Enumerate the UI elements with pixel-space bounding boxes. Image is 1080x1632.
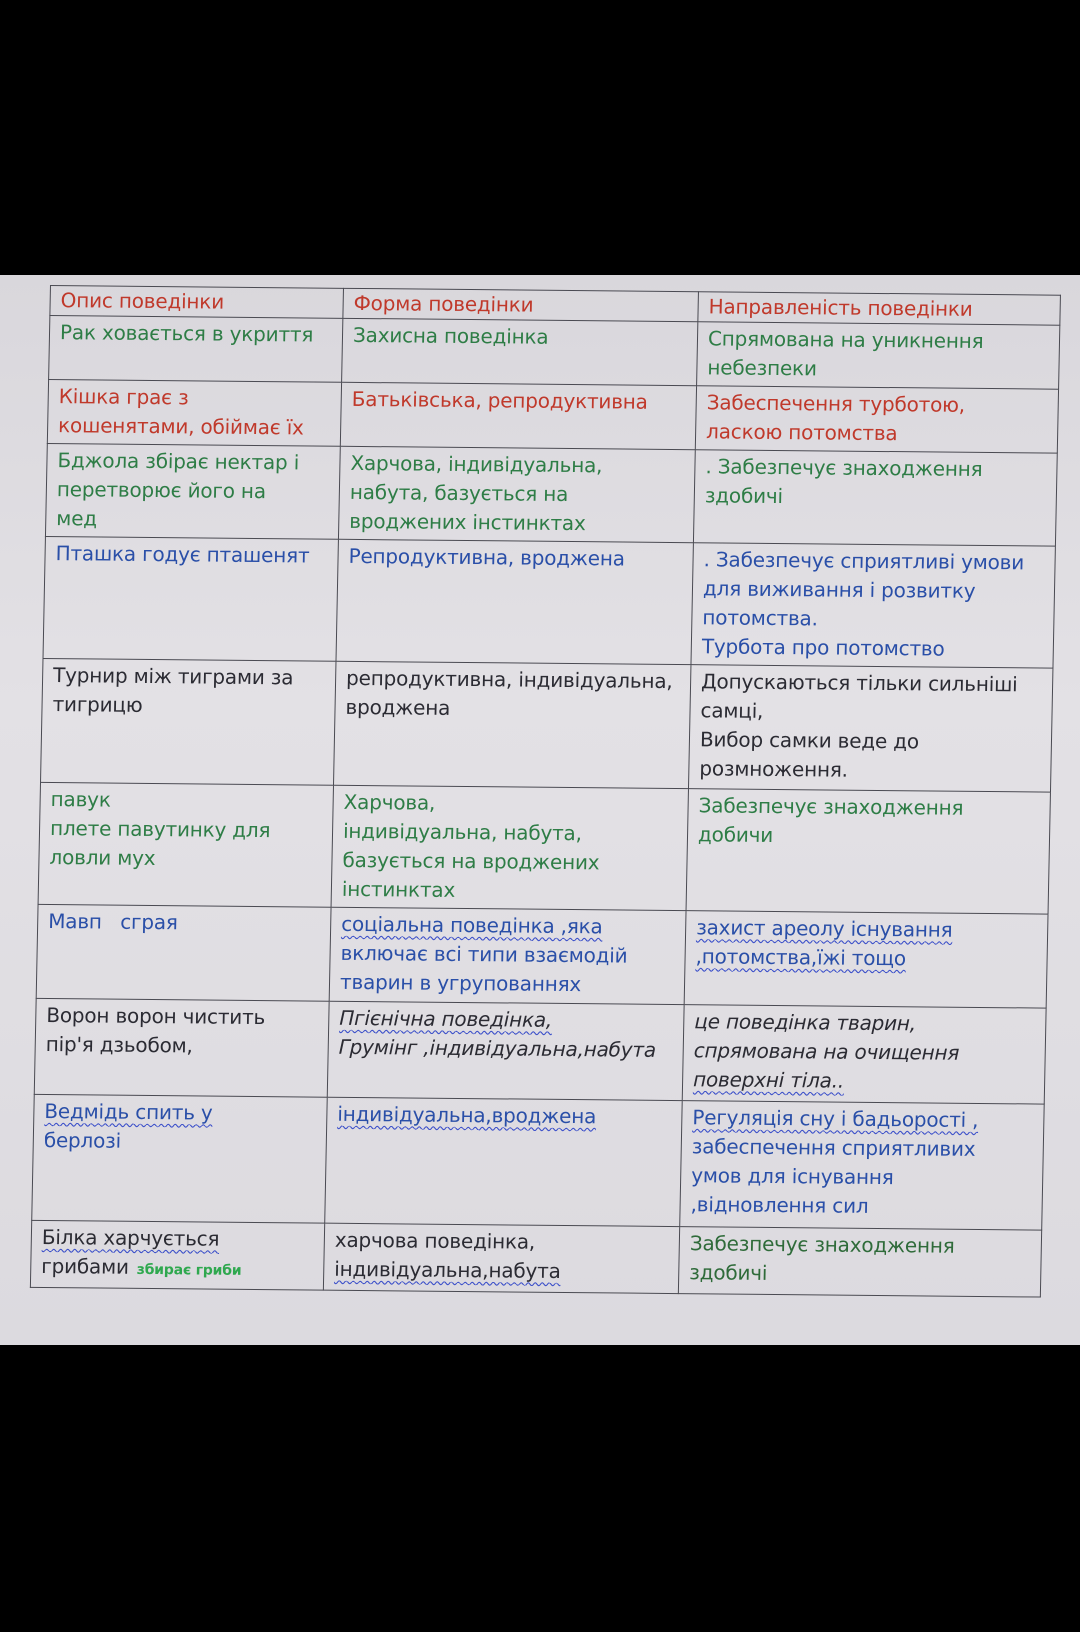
cell-line: добичи — [697, 822, 774, 847]
table-row — [45, 443, 1057, 546]
cell-line: Ворон ворон чистить — [46, 1003, 266, 1030]
cell-description — [43, 536, 338, 661]
cell-line: вроджених інстинктах — [349, 508, 586, 536]
cell-line: соціальна поведінка ,яка — [340, 911, 603, 939]
cell-line: Батьківська, репродуктивна — [351, 386, 648, 414]
cell-line: Турбота про потомство — [701, 634, 945, 661]
cell-form — [329, 907, 686, 1004]
cell-direction — [688, 665, 1052, 792]
cell-form — [342, 318, 698, 385]
table-row — [43, 536, 1055, 668]
cell-line: базується на вроджених — [342, 847, 600, 875]
cell-line: здобичі — [704, 483, 784, 509]
cell-description — [47, 379, 341, 446]
cell-description — [32, 1094, 328, 1223]
cell-line: самці, — [700, 698, 764, 723]
cell-line: Спрямована на уникнення — [707, 326, 984, 353]
cell-line: Харчова, — [343, 789, 436, 815]
cell-line: Забезпечує знаходження — [689, 1231, 955, 1258]
header-description: Опис поведінки — [50, 286, 344, 319]
cell-line: спрямована на очищення — [693, 1038, 960, 1065]
cell-line: ,відновлення сил — [690, 1192, 869, 1218]
cell-line: індивідуальна,набута — [334, 1256, 561, 1283]
cell-line: потомства. — [702, 605, 819, 631]
cell-direction — [686, 789, 1050, 914]
cell-line: . Забезпечує знаходження — [705, 454, 983, 481]
cell-line: набута, базується на — [349, 479, 569, 506]
cell-form — [338, 446, 695, 542]
cell-line: Мавп сграя — [47, 909, 179, 935]
cell-line: ,потомства,їжі тощо — [695, 944, 907, 971]
table-row — [49, 316, 1060, 390]
cell-direction — [684, 911, 1048, 1008]
cell-description — [30, 1220, 324, 1290]
cell-line: пір'я дзьобом, — [45, 1031, 193, 1058]
cell-description — [38, 782, 333, 907]
cell-form — [323, 1223, 679, 1293]
cell-form — [327, 1001, 684, 1100]
cell-line: тигрицю — [52, 692, 143, 717]
cell-line: це поведінка тварин, — [694, 1009, 917, 1036]
cell-line: Захисна поведінка — [352, 322, 549, 349]
cell-direction — [695, 386, 1058, 453]
cell-line: Рак ховається в укриття — [59, 320, 314, 347]
cell-description — [49, 316, 343, 383]
table-row — [34, 998, 1046, 1104]
cell-line: Допускаються тільки сильніші — [700, 669, 1018, 697]
cell-form — [336, 539, 693, 664]
cell-line: берлозі — [43, 1127, 122, 1153]
table-row — [41, 658, 1053, 792]
cell-line: плете павутинку для — [49, 816, 271, 843]
header-direction: Направленість поведінки — [698, 292, 1061, 325]
cell-line: перетворює його на — [56, 477, 267, 504]
cell-line: Репродуктивна, вроджена — [348, 543, 626, 571]
cell-line: здобичі — [689, 1260, 768, 1285]
cell-line: захист ареолу існування — [695, 915, 953, 942]
table-row — [36, 904, 1048, 1008]
cell-line: Харчова, індивідуальна, — [350, 450, 603, 478]
table-row — [38, 782, 1050, 914]
cell-line: Бджола збірає нектар і — [57, 448, 300, 475]
cell-line: кошенятами, обіймає їх — [57, 413, 304, 440]
cell-description — [41, 658, 336, 785]
cell-line: Грумінг ,індивідуальна,набута — [338, 1034, 657, 1062]
cell-line: Вибор самки веде до — [699, 727, 920, 754]
cell-line: павук — [50, 787, 111, 812]
cell-line: . Забезпечує сприятливі умови — [703, 547, 1025, 575]
table-row — [47, 379, 1058, 453]
cell-line: інстинктах — [341, 876, 456, 902]
table-row — [32, 1094, 1044, 1230]
cell-description — [34, 998, 329, 1097]
cell-line: Регуляція сну і бадьорості , — [692, 1105, 979, 1132]
cell-direction — [691, 543, 1055, 668]
cell-line: ловли мух — [49, 845, 156, 871]
cell-line: Білка харчується — [41, 1224, 220, 1251]
handwritten-note: збирає гриби — [136, 1261, 242, 1279]
cell-line: тварин в угрупованнях — [339, 969, 582, 997]
cell-form — [340, 382, 696, 449]
cell-direction — [697, 322, 1060, 389]
cell-line: небезпеки — [707, 355, 818, 381]
cell-line: ласкою потомства — [705, 419, 898, 446]
cell-line: індивідуальна,вроджена — [337, 1101, 597, 1129]
header-form: Форма поведінки — [343, 288, 699, 321]
cell-line: харчова поведінка, — [334, 1227, 536, 1254]
cell-direction — [682, 1005, 1046, 1104]
cell-form — [325, 1097, 683, 1226]
table-row — [30, 1220, 1041, 1297]
cell-line: Ведмідь спить у — [44, 1098, 213, 1125]
cell-line — [41, 1252, 316, 1287]
cell-line: умов для існування — [690, 1163, 894, 1190]
behavior-table — [30, 285, 1061, 1298]
cell-line: поверхні тіла.. — [692, 1067, 845, 1093]
cell-line: Забезпечує знаходження — [698, 793, 964, 820]
cell-line: Пгієнічна поведінка, — [339, 1005, 553, 1032]
cell-line: для виживання і розвитку — [702, 576, 976, 603]
document-photo — [0, 275, 1080, 1345]
cell-line: забеспечення сприятливих — [691, 1134, 976, 1161]
cell-direction — [693, 450, 1057, 546]
cell-line: мед — [56, 506, 98, 531]
cell-line: розмноження. — [699, 756, 849, 782]
cell-direction — [678, 1227, 1041, 1297]
cell-line: репродуктивна, індивідуальна, — [345, 665, 673, 693]
cell-description — [45, 443, 340, 539]
cell-line: включає всі типи взаємодій — [340, 940, 628, 968]
cell-form — [334, 661, 691, 788]
cell-line: Турнир між тиграми за — [52, 663, 294, 690]
cell-description — [36, 904, 331, 1001]
cell-direction — [680, 1101, 1045, 1230]
cell-line: Пташка годує пташенят — [55, 541, 310, 568]
cell-line: вроджена — [345, 694, 451, 720]
cell-text: грибами — [41, 1253, 130, 1279]
cell-line: Забеспечення турботою, — [706, 390, 966, 417]
cell-line: індивідуальна, набута, — [342, 818, 583, 846]
cell-line: Кішка грає з — [58, 384, 189, 410]
cell-form — [331, 785, 688, 910]
